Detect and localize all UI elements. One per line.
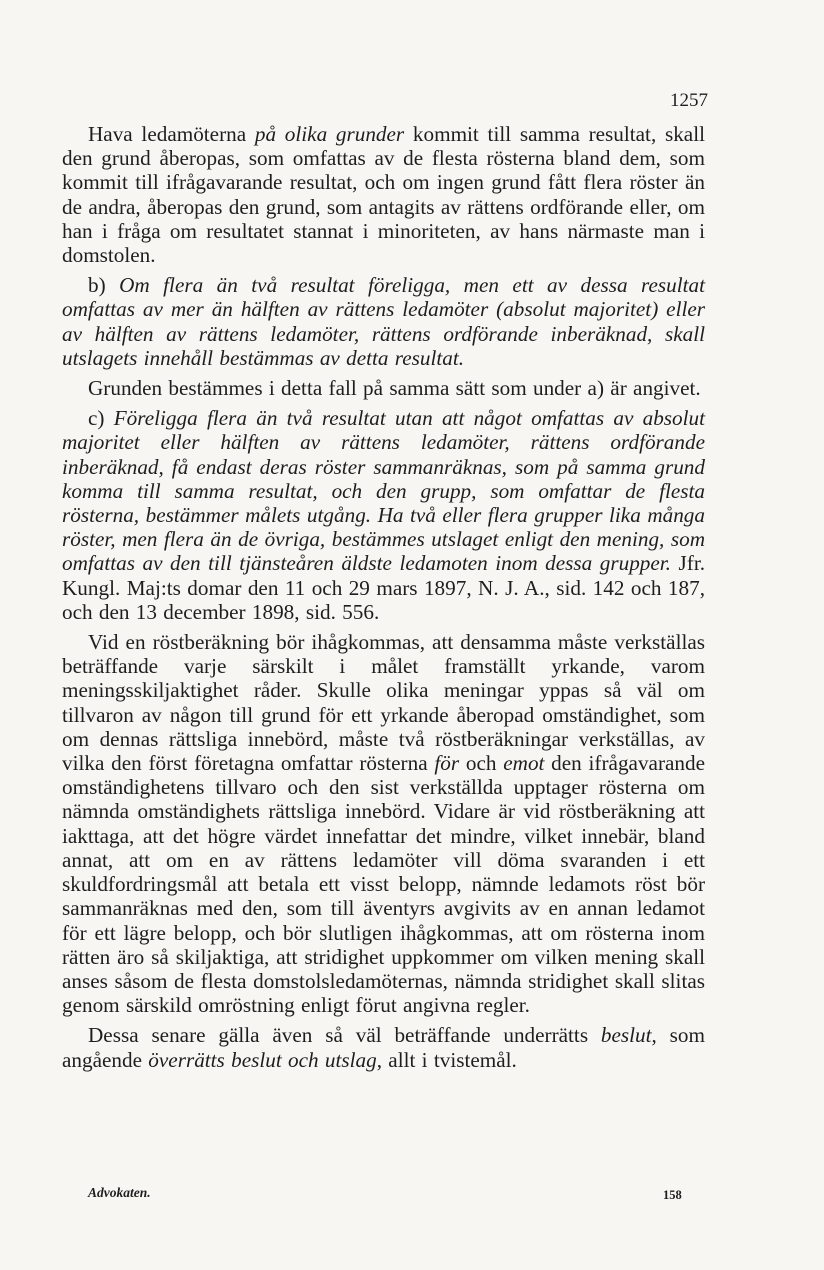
paragraph-2 bbox=[62, 273, 705, 370]
text-run: b) bbox=[88, 273, 120, 298]
paragraph-6 bbox=[62, 1023, 705, 1071]
text-run: Jfr. Kungl. Maj:ts domar den 11 och 29 mars 1897, N. J. A., sid. 142 och 187, och den 13 december 1898, sid. 556. bbox=[62, 551, 705, 624]
italic-run: Föreligga flera än två resultat utan att något omfattas av absolut majoritet eller hälften av rättens ledamöter, rättens ordförande inberäknad, få endast deras röster sammanräknas, som på samma grund komma till samma resultat, och den grupp, som omfattar de flesta rösterna, bestämmer målets utgång. Ha två eller flera grupper lika många röster, men flera än de övriga, bestämmes utslaget enligt den mening, som omfattas av den till tjänsteåren äldste ledamoten inom dessa grupper. bbox=[62, 406, 706, 576]
italic-run: Om flera än två resultat föreligga, men ett av dessa resultat omfattas av mer än hälften av rättens ledamöter (absolut majoritet) eller av hälften av rättens ledamöter, rättens ordförande inberäknad, skall utslagets innehåll bestämmas av detta resultat. bbox=[62, 273, 705, 370]
italic-run: emot bbox=[503, 751, 545, 776]
footer-signature-number: 158 bbox=[663, 1188, 682, 1202]
body-text bbox=[62, 122, 705, 1080]
paragraph-1 bbox=[62, 122, 705, 267]
text-run: Grunden bestämmes i detta fall på samma sätt som under a) är angivet. bbox=[88, 376, 701, 401]
text-run: Vid en röstberäkning bör ihågkommas, att densamma måste verkställas beträffande varje särskilt i målet framställt yrkande, varom meningsskiljaktighet råder. Skulle olika meningar yppas så väl om tillvaron av någon till grund för ett yrkande åberopad omständighet, som om dennas rättsliga innebörd, måste två röstberäkningar verkställas, av vilka den först företagna omfattar rösterna bbox=[62, 630, 705, 776]
paragraph-4 bbox=[62, 406, 705, 624]
italic-run: överrätts beslut och utslag bbox=[148, 1047, 377, 1072]
page-number: 1257 bbox=[670, 90, 708, 111]
text-run: Hava ledamöterna bbox=[88, 122, 255, 146]
text-run: den ifrågavarande omständighetens tillvaro och den sist verkställda upptager rösterna om nämnda omständighets rättsliga innebörd. Vidare är vid röstberäkning att iakttaga, att det högre värdet innefattar det mindre, vilket innebär, bland annat, att om en av rättens ledamöter vill döma svaranden i ett skuldfordringsmål att betala ett visst belopp, nämnde ledamots röst bör sammanräknas med den, som till äventyrs avgivits av en annan ledamot för ett lägre belopp, och bör slutligen ihågkommas, att om rösterna inom rätten äro så skiljaktiga, att stridighet uppkommer om vilken mening skall anses såsom de flesta domstolsledamöternas, nämnda stridighet skall slitas genom särskild omröstning enligt förut angivna regler. bbox=[62, 751, 705, 1018]
paragraph-3 bbox=[62, 376, 705, 400]
paragraph-5 bbox=[62, 630, 705, 1017]
footer-publication: Advokaten. bbox=[88, 1185, 151, 1200]
text-run: c) bbox=[88, 406, 114, 431]
text-run: Dessa senare gälla även så väl beträffande underrätts bbox=[88, 1023, 601, 1048]
italic-run: beslut bbox=[600, 1023, 652, 1048]
italic-run: på olika grunder bbox=[254, 122, 405, 146]
text-run: kommit till samma resultat, skall den grund åberopas, som omfattas av de flesta rösterna bland dem, som kommit till ifrågavarande resultat, och om ingen grund fått flera röster än de andra, åberopas den grund, som antagits av rättens ordförande eller, om han i fråga om resultatet stannat i minoriteten, av hans närmaste man i domstolen. bbox=[62, 122, 705, 268]
text-run: , som angående bbox=[62, 1023, 705, 1072]
text-run: , allt i tvistemål. bbox=[376, 1047, 517, 1072]
text-run: och bbox=[459, 751, 504, 776]
italic-run: för bbox=[434, 751, 460, 776]
